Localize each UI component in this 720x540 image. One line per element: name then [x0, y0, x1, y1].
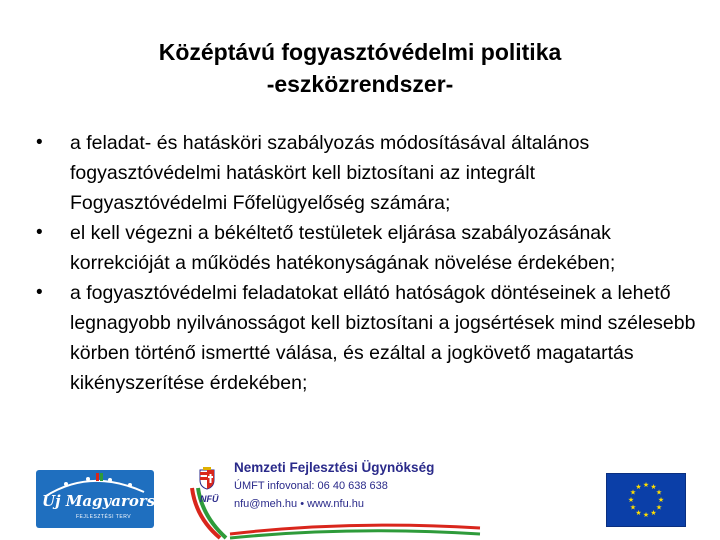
bullet-text: a fogyasztóvédelmi feladatokat ellátó hatóságok döntéseinek a lehető legnagyobb nyilvánosságot kell biztosítani a jogsértések mind szélesebb körben történő ismertté válása, és ezáltal a jogkövető magatartás kikényszerítése érdekében; [70, 282, 696, 394]
slide-title-line-1: Középtávú fogyasztóvédelmi politika [158, 39, 562, 65]
eu-flag-icon [606, 473, 686, 527]
bullet-text: el kell végezni a békéltető testületek eljárása szabályozásának korrekcióját a működés hatékonyságának növelése érdekében; [70, 222, 616, 274]
hungarian-crest-icon [198, 466, 216, 490]
svg-text:★: ★ [635, 509, 642, 517]
svg-text:★: ★ [655, 503, 663, 512]
bullet-list [36, 128, 696, 398]
uj-magyarorszag-logo [36, 470, 184, 528]
svg-text:★: ★ [642, 511, 650, 519]
svg-text:★: ★ [657, 496, 665, 504]
bullet-dot: • [36, 132, 43, 153]
svg-text:★: ★ [642, 481, 650, 489]
svg-text:★: ★ [650, 509, 657, 517]
uj-logo-subtitle: FEJLESZTÉSI TERV [76, 514, 132, 520]
svg-text:★: ★ [650, 483, 657, 491]
nfu-tag: NFÜ [200, 494, 219, 504]
svg-text:★: ★ [655, 488, 663, 497]
bullet-item [36, 218, 696, 278]
slide-title-line-2: -eszközrendszer- [266, 71, 454, 97]
nfu-email-web: nfu@meh.hu • www.nfu.hu [234, 498, 364, 510]
nfu-infoline: ÚMFT infovonal: 06 40 638 638 [234, 480, 388, 492]
svg-text:★: ★ [635, 483, 642, 491]
bullet-text: a feladat- és hatásköri szabályozás módosításával általános fogyasztóvédelmi hatáskört kell biztosítani az integrált Fogyasztóvédelmi Főfelügyelőség számára; [70, 132, 590, 214]
slide-title [0, 36, 720, 100]
nfu-contact-block [190, 458, 490, 540]
nfu-agency-name: Nemzeti Fejlesztési Ügynökség [234, 460, 435, 475]
uj-logo-text: Új Magyarország [42, 492, 184, 510]
svg-text:★: ★ [629, 488, 637, 497]
svg-text:★: ★ [629, 503, 637, 512]
bullet-item [36, 128, 696, 218]
bullet-dot: • [36, 282, 43, 303]
svg-text:★: ★ [627, 496, 635, 504]
eu-stars-icon [607, 474, 685, 526]
bullet-dot: • [36, 222, 43, 243]
bullet-item [36, 278, 696, 398]
